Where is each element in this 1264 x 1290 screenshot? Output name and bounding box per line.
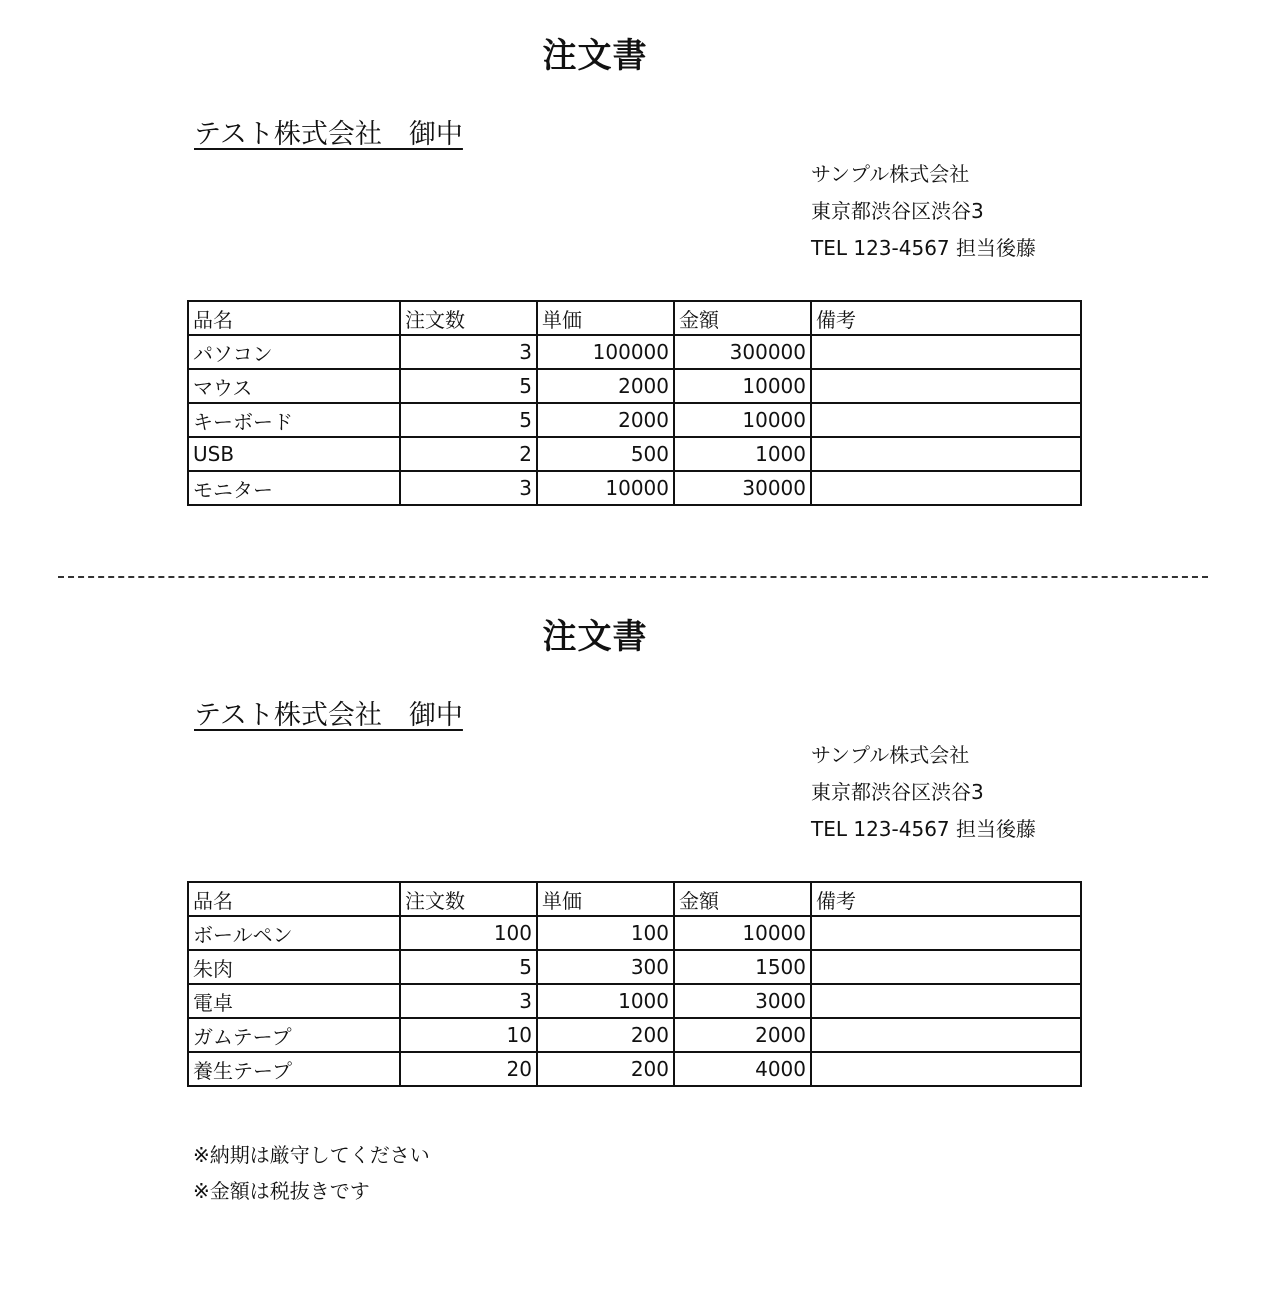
document-title: 注文書 [542,36,648,76]
table-row [188,984,1081,1018]
cell-remarks [811,950,1081,984]
order-section-1 [0,0,1264,560]
cell-item-name: 養生テープ [188,1052,400,1086]
cell-item-name: パソコン [188,335,400,369]
cell-item-name: 朱肉 [188,950,400,984]
table-row [188,1052,1081,1086]
cell-amount: 3000 [674,984,811,1018]
cell-remarks [811,1052,1081,1086]
cell-remarks [811,437,1081,471]
header-amount: 金額 [674,882,811,916]
cell-remarks [811,369,1081,403]
cell-remarks [811,1018,1081,1052]
table-row [188,369,1081,403]
cell-unit-price: 10000 [537,471,674,505]
table-header-row [188,882,1081,916]
cell-amount: 2000 [674,1018,811,1052]
cell-amount: 10000 [674,916,811,950]
cell-quantity: 5 [400,950,537,984]
cell-amount: 1500 [674,950,811,984]
table-row [188,335,1081,369]
cell-quantity: 20 [400,1052,537,1086]
cell-amount: 1000 [674,437,811,471]
cell-item-name: マウス [188,369,400,403]
cell-remarks [811,335,1081,369]
cell-quantity: 3 [400,984,537,1018]
cell-unit-price: 200 [537,1018,674,1052]
cell-item-name: キーボード [188,403,400,437]
sender-address: 東京都渋谷区渋谷3 [811,199,984,223]
cell-unit-price: 200 [537,1052,674,1086]
table-row [188,437,1081,471]
cell-quantity: 5 [400,369,537,403]
cell-remarks [811,403,1081,437]
table-row [188,1018,1081,1052]
cell-quantity: 3 [400,471,537,505]
cell-quantity: 2 [400,437,537,471]
cell-item-name: ボールペン [188,916,400,950]
cell-remarks [811,984,1081,1018]
order-items-table [187,881,1082,1087]
cell-quantity: 5 [400,403,537,437]
recipient-name: テスト株式会社 御中 [194,119,463,150]
table-row [188,403,1081,437]
document-title: 注文書 [542,617,648,657]
cell-quantity: 100 [400,916,537,950]
header-item-name: 品名 [188,882,400,916]
cell-amount: 10000 [674,369,811,403]
header-unit-price: 単価 [537,301,674,335]
cell-unit-price: 500 [537,437,674,471]
header-amount: 金額 [674,301,811,335]
sender-tel: TEL 123-4567 担当後藤 [811,817,1036,841]
sender-tel: TEL 123-4567 担当後藤 [811,236,1036,260]
order-items-table [187,300,1082,506]
cell-unit-price: 2000 [537,369,674,403]
cell-amount: 30000 [674,471,811,505]
sender-info [811,156,1036,267]
sender-info [811,737,1036,848]
cell-item-name: 電卓 [188,984,400,1018]
table-row [188,471,1081,505]
recipient-name: テスト株式会社 御中 [194,700,463,731]
header-quantity: 注文数 [400,882,537,916]
cell-unit-price: 1000 [537,984,674,1018]
cell-unit-price: 2000 [537,403,674,437]
cut-line-divider [58,576,1208,578]
cell-item-name: USB [188,437,400,471]
cell-quantity: 3 [400,335,537,369]
header-unit-price: 単価 [537,882,674,916]
cell-unit-price: 100 [537,916,674,950]
sender-company: サンプル株式会社 [811,743,970,767]
table-header-row [188,301,1081,335]
cell-amount: 300000 [674,335,811,369]
table-row [188,950,1081,984]
header-remarks: 備考 [811,882,1081,916]
cell-item-name: ガムテープ [188,1018,400,1052]
cell-unit-price: 100000 [537,335,674,369]
cell-remarks [811,916,1081,950]
cell-amount: 4000 [674,1052,811,1086]
sender-company: サンプル株式会社 [811,162,970,186]
cell-quantity: 10 [400,1018,537,1052]
cell-item-name: モニター [188,471,400,505]
table-row [188,916,1081,950]
sender-address: 東京都渋谷区渋谷3 [811,780,984,804]
note-tax: ※金額は税抜きです [193,1179,370,1203]
cell-amount: 10000 [674,403,811,437]
cell-remarks [811,471,1081,505]
header-remarks: 備考 [811,301,1081,335]
header-quantity: 注文数 [400,301,537,335]
header-item-name: 品名 [188,301,400,335]
notes [193,1137,430,1209]
order-section-2 [0,581,1264,1141]
cell-unit-price: 300 [537,950,674,984]
note-delivery: ※納期は厳守してください [193,1143,430,1167]
